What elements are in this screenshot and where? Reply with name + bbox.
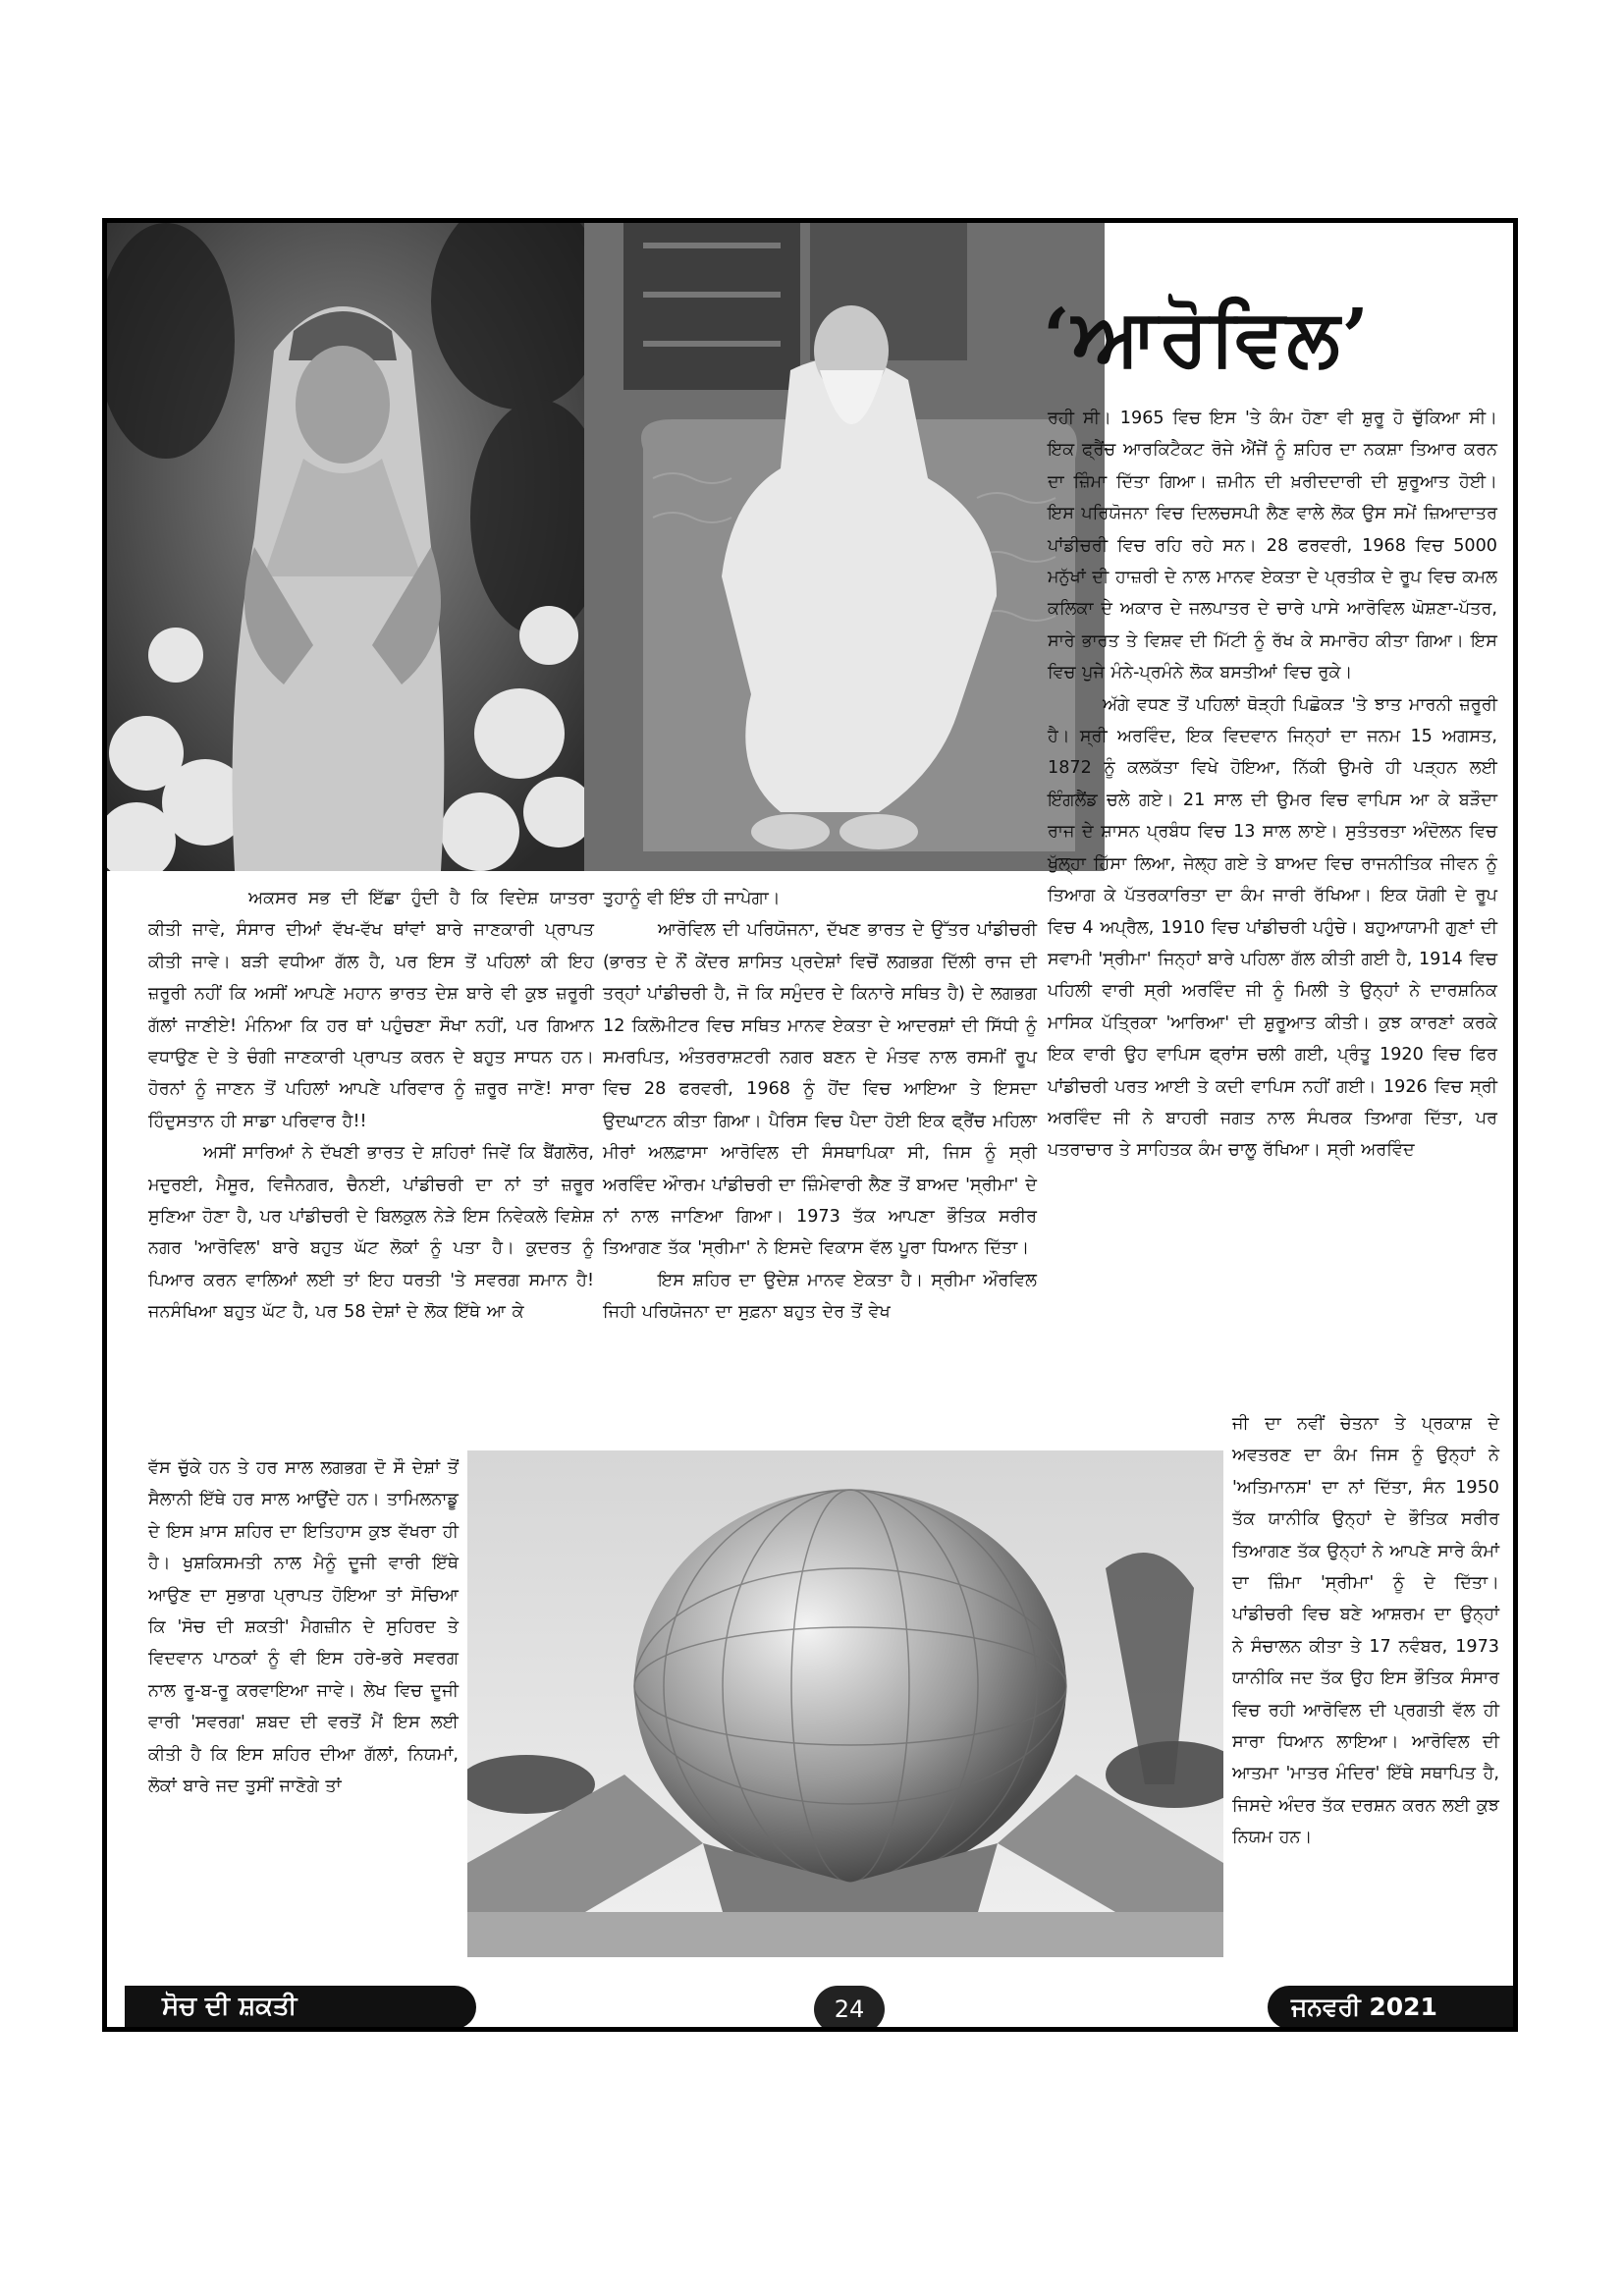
paragraph (603, 1265, 1037, 1329)
paragraph (603, 914, 1037, 1264)
paragraph-text: ਇਸ ਸ਼ਹਿਰ ਦਾ ਉਦੇਸ਼ ਮਾਨਵ ਏਕਤਾ ਹੈ। ਸ੍ਰੀਮਾ ਔਰਵਿਲ ਜਿਹੀ ਪਰਿਯੋਜਨਾ ਦਾ ਸੁਫ਼ਨਾ ਬਹੁਤ ਦੇਰ ਤੋਂ ਵੇਖ (603, 1270, 1037, 1323)
paragraph-text: ਅਕਸਰ ਸਭ ਦੀ ਇੱਛਾ ਹੁੰਦੀ ਹੈ ਕਿ ਵਿਦੇਸ਼ ਯਾਤਰਾ ਕੀਤੀ ਜਾਵੇ, ਸੰਸਾਰ ਦੀਆਂ ਵੱਖ-ਵੱਖ ਥਾਂਵਾਂ ਬਾਰੇ ਜਾਣਕਾਰੀ ਪ੍ਰਾਪਤ ਕੀਤੀ ਜਾਵੇ। ਬੜੀ ਵਧੀਆ ਗੱਲ ਹੈ, ਪਰ ਇਸ ਤੋਂ ਪਹਿਲਾਂ ਕੀ ਇਹ ਜ਼ਰੂਰੀ ਨਹੀਂ ਕਿ ਅਸੀਂ ਆਪਣੇ ਮਹਾਨ ਭਾਰਤ ਦੇਸ਼ ਬਾਰੇ ਵੀ ਕੁਝ ਜ਼ਰੂਰੀ ਗੱਲਾਂ ਜਾਣੀਏ! ਮੰਨਿਆ ਕਿ ਹਰ ਥਾਂ ਪਹੁੰਚਣਾ ਸੌਖਾ ਨਹੀਂ, ਪਰ ਗਿਆਨ ਵਧਾਉਣ ਦੇ ਤੇ ਚੰਗੀ ਜਾਣਕਾਰੀ ਪ੍ਰਾਪਤ ਕਰਨ ਦੇ ਬਹੁਤ ਸਾਧਨ ਹਨ। ਹੋਰਨਾਂ ਨੂੰ ਜਾਣਨ ਤੋਂ ਪਹਿਲਾਂ ਆਪਣੇ ਪਰਿਵਾਰ ਨੂੰ ਜ਼ਰੂਰ ਜਾਣੋ! ਸਾਰਾ ਹਿੰਦੁਸਤਾਨ ਹੀ ਸਾਡਾ ਪਰਿਵਾਰ ਹੈ!! (148, 889, 594, 1131)
text-column-right-bottom (1232, 1408, 1499, 1854)
footer-magazine-banner (125, 1986, 476, 2029)
paragraph (148, 883, 594, 1137)
page-number: 24 (814, 1986, 885, 2032)
magazine-page (102, 218, 1518, 2032)
paragraph-text: ਆਰੋਵਿਲ ਦੀ ਪਰਿਯੋਜਨਾ, ਦੱਖਣ ਭਾਰਤ ਦੇ ਉੱਤਰ ਪਾਂਡੀਚਰੀ (ਭਾਰਤ ਦੇ ਨੌਂ ਕੇਂਦਰ ਸ਼ਾਸਿਤ ਪ੍ਰਦੇਸ਼ਾਂ ਵਿਚੋਂ ਲਗਭਗ ਦਿੱਲੀ ਰਾਜ ਦੀ ਤਰ੍ਹਾਂ ਪਾਂਡੀਚਰੀ ਹੈ, ਜੋ ਕਿ ਸਮੁੰਦਰ ਦੇ ਕਿਨਾਰੇ ਸਥਿਤ ਹੈ) ਦੇ ਲਗਭਗ 12 ਕਿਲੋਮੀਟਰ ਵਿਚ ਸਥਿਤ ਮਾਨਵ ਏਕਤਾ ਦੇ ਆਦਰਸ਼ਾਂ ਦੀ ਸਿੱਧੀ ਨੂੰ ਸਮਰਪਿਤ, ਅੰਤਰਰਾਸ਼ਟਰੀ ਨਗਰ ਬਣਨ ਦੇ ਮੰਤਵ ਨਾਲ ਰਸਮੀਂ ਰੂਪ ਵਿਚ 28 ਫਰਵਰੀ, 1968 ਨੂੰ ਹੋਂਦ ਵਿਚ ਆਇਆ ਤੇ ਇਸਦਾ ਉਦਘਾਟਨ ਕੀਤਾ ਗਿਆ। ਪੈਰਿਸ ਵਿਚ ਪੈਦਾ ਹੋਈ ਇਕ ਫ੍ਰੈਂਚ ਮਹਿਲਾ ਮੀਰਾਂ ਅਲਫ਼ਾਸਾ ਆਰੋਵਿਲ ਦੀ ਸੰਸਥਾਪਿਕਾ ਸੀ, ਜਿਸ ਨੂੰ ਸ੍ਰੀ ਅਰਵਿੰਦ ਔਾਰਮ ਪਾਂਡੀਚਰੀ ਦਾ ਜ਼ਿੰਮੇਵਾਰੀ ਲੈਣ ਤੋਂ ਬਾਅਦ 'ਸ੍ਰੀਮਾ' ਦੇ ਨਾਂ ਨਾਲ ਜਾਣਿਆ ਗਿਆ। 1973 ਤੱਕ ਆਪਣਾ ਭੌਤਿਕ ਸਰੀਰ ਤਿਆਗਣ ਤੱਕ 'ਸ੍ਰੀਮਾ' ਨੇ ਇਸਦੇ ਵਿਕਾਸ ਵੱਲ ਪੂਰਾ ਧਿਆਨ ਦਿੱਤਾ। (603, 920, 1037, 1259)
text-column-right-top (1048, 403, 1497, 1167)
footer-date-banner (1268, 1986, 1513, 2029)
paragraph (148, 1137, 594, 1328)
paragraph-text: ਅੱਗੇ ਵਧਣ ਤੋਂ ਪਹਿਲਾਂ ਥੋੜ੍ਹੀ ਪਿਛੋਕੜ 'ਤੇ ਝਾਤ ਮਾਰਨੀ ਜ਼ਰੂਰੀ ਹੈ। ਸ੍ਰੀ ਅਰਵਿੰਦ, ਇਕ ਵਿਦਵਾਨ ਜਿਨ੍ਹਾਂ ਦਾ ਜਨਮ 15 ਅਗਸਤ, 1872 ਨੂੰ ਕਲਕੱਤਾ ਵਿਖੇ ਹੋਇਆ, ਨਿੱਕੀ ਉਮਰੇ ਹੀ ਪੜ੍ਹਨ ਲਈ ਇੰਗਲੈਂਡ ਚਲੇ ਗਏ। 21 ਸਾਲ ਦੀ ਉਮਰ ਵਿਚ ਵਾਪਿਸ ਆ ਕੇ ਬੜੌਦਾ ਰਾਜ ਦੇ ਸ਼ਾਸਨ ਪ੍ਰਬੰਧ ਵਿਚ 13 ਸਾਲ ਲਾਏ। ਸੁਤੰਤਰਤਾ ਅੰਦੋਲਨ ਵਿਚ ਖੁੱਲ੍ਹਾ ਹਿੱਸਾ ਲਿਆ, ਜੇਲ੍ਹ ਗਏ ਤੇ ਬਾਅਦ ਵਿਚ ਰਾਜਨੀਤਿਕ ਜੀਵਨ ਨੂੰ ਤਿਆਗ ਕੇ ਪੱਤਰਕਾਰਿਤਾ ਦਾ ਕੰਮ ਜਾਰੀ ਰੱਖਿਆ। ਇਕ ਯੋਗੀ ਦੇ ਰੂਪ ਵਿਚ 4 ਅਪ੍ਰੈਲ, 1910 ਵਿਚ ਪਾਂਡੀਚਰੀ ਪਹੁੰਚੇ। ਬਹੁਆਯਾਮੀ ਗੁਣਾਂ ਦੀ ਸਵਾਮੀ 'ਸ੍ਰੀਮਾ' ਜਿਨ੍ਹਾਂ ਬਾਰੇ ਪਹਿਲਾ ਗੱਲ ਕੀਤੀ ਗਈ ਹੈ, 1914 ਵਿਚ ਪਹਿਲੀ ਵਾਰੀ ਸ੍ਰੀ ਅਰਵਿੰਦ ਜੀ ਨੂੰ ਮਿਲੀ ਤੇ ਉਨ੍ਹਾਂ ਨੇ ਦਾਰਸ਼ਨਿਕ ਮਾਸਿਕ ਪੱਤ੍ਰਿਕਾ 'ਆਰਿਆ' ਦੀ ਸ਼ੁਰੂਆਤ ਕੀਤੀ। ਕੁਝ ਕਾਰਣਾਂ ਕਰਕੇ ਇਕ ਵਾਰੀ ਉਹ ਵਾਪਿਸ ਫ੍ਰਾਂਸ ਚਲੀ ਗਈ, ਪ੍ਰੰਤੂ 1920 ਵਿਚ ਫਿਰ ਪਾਂਡੀਚਰੀ ਪਰਤ ਆਈ ਤੇ ਕਦੀ ਵਾਪਿਸ ਨਹੀਂ ਗਈ। 1926 ਵਿਚ ਸ੍ਰੀ ਅਰਵਿੰਦ ਜੀ ਨੇ ਬਾਹਰੀ ਜਗਤ ਨਾਲ ਸੰਪਰਕ ਤਿਆਗ ਦਿੱਤਾ, ਪਰ ਪਤਰਾਚਾਰ ਤੇ ਸਾਹਿਤਕ ਕੰਮ ਚਾਲੂ ਰੱਖਿਆ। ਸ੍ਰੀ ਅਰਵਿੰਦ (1048, 694, 1497, 1161)
paragraph: ਵੱਸ ਚੁੱਕੇ ਹਨ ਤੇ ਹਰ ਸਾਲ ਲਗਭਗ ਦੋ ਸੌ ਦੇਸ਼ਾਂ ਤੋਂ ਸੈਲਾਨੀ ਇੱਥੇ ਹਰ ਸਾਲ ਆਉਂਦੇ ਹਨ। ਤਾਮਿਲਨਾਡੂ ਦੇ ਇਸ ਖ਼ਾਸ ਸ਼ਹਿਰ ਦਾ ਇਤਿਹਾਸ ਕੁਝ ਵੱਖਰਾ ਹੀ ਹੈ। ਖੁਸ਼ਕਿਸਮਤੀ ਨਾਲ ਮੈਨੂੰ ਦੂਜੀ ਵਾਰੀ ਇੱਥੇ ਆਉਣ ਦਾ ਸੁਭਾਗ ਪ੍ਰਾਪਤ ਹੋਇਆ ਤਾਂ ਸੋਚਿਆ ਕਿ 'ਸੋਚ ਦੀ ਸ਼ਕਤੀ' ਮੈਗਜ਼ੀਨ ਦੇ ਸੁਹਿਰਦ ਤੇ ਵਿਦਵਾਨ ਪਾਠਕਾਂ ਨੂੰ ਵੀ ਇਸ ਹਰੇ-ਭਰੇ ਸਵਰਗ ਨਾਲ ਰੂ-ਬ-ਰੂ ਕਰਵਾਇਆ ਜਾਵੇ। ਲੇਖ ਵਿਚ ਦੂਜੀ ਵਾਰੀ 'ਸਵਰਗ' ਸ਼ਬਦ ਦੀ ਵਰਤੋਂ ਮੈਂ ਇਸ ਲਈ ਕੀਤੀ ਹੈ ਕਿ ਇਸ ਸ਼ਹਿਰ ਦੀਆ ਗੱਲਾਂ, ਨਿਯਮਾਂ, ਲੋਕਾਂ ਬਾਰੇ ਜਦ ਤੁਸੀਂ ਜਾਣੋਗੇ ਤਾਂ (148, 1458, 459, 1797)
text-column-left-bottom (148, 1452, 459, 1802)
magazine-name: ਸੋਚ ਦੀ ਸ਼ਕਤੀ (162, 1992, 298, 2021)
photo-woman-portrait (107, 223, 584, 871)
paragraph: ਤੁਹਾਨੂੰ ਵੀ ਇੰਝ ਹੀ ਜਾਪੇਗਾ। (603, 889, 781, 908)
paragraph (1048, 689, 1497, 1167)
text-column-left-top (148, 883, 594, 1329)
photo-man-seated (584, 223, 1105, 871)
paragraph-text: ਅਸੀਂ ਸਾਰਿਆਂ ਨੇ ਦੱਖਣੀ ਭਾਰਤ ਦੇ ਸ਼ਹਿਰਾਂ ਜਿਵੇਂ ਕਿ ਬੈਂਗਲੋਰ, ਮਦੁਰਈ, ਮੈਸੂਰ, ਵਿਜੈਨਗਰ, ਚੈਨਈ, ਪਾਂਡੀਚਰੀ ਦਾ ਨਾਂ ਤਾਂ ਜ਼ਰੂਰ ਸੁਣਿਆ ਹੋਣਾ ਹੈ, ਪਰ ਪਾਂਡੀਚਰੀ ਦੇ ਬਿਲਕੁਲ ਨੇੜੇ ਇਸ ਨਿਵੇਕਲੇ ਵਿਸ਼ੇਸ਼ ਨਗਰ 'ਆਰੋਵਿਲ' ਬਾਰੇ ਬਹੁਤ ਘੱਟ ਲੋਕਾਂ ਨੂੰ ਪਤਾ ਹੈ। ਕੁਦਰਤ ਨੂੰ ਪਿਆਰ ਕਰਨ ਵਾਲਿਆਂ ਲਈ ਤਾਂ ਇਹ ਧਰਤੀ 'ਤੇ ਸਵਰਗ ਸਮਾਨ ਹੈ! ਜਨਸੰਖਿਆ ਬਹੁਤ ਘੱਟ ਹੈ, ਪਰ 58 ਦੇਸ਼ਾਂ ਦੇ ਲੋਕ ਇੱਥੇ ਆ ਕੇ (148, 1143, 594, 1323)
article-title: ‘ਆਰੋਵਿਲ’ (1043, 291, 1372, 383)
paragraph: ਜੀ ਦਾ ਨਵੀਂ ਚੇਤਨਾ ਤੇ ਪ੍ਰਕਾਸ਼ ਦੇ ਅਵਤਰਣ ਦਾ ਕੰਮ ਜਿਸ ਨੂੰ ਉਨ੍ਹਾਂ ਨੇ 'ਅਤਿਮਾਨਸ' ਦਾ ਨਾਂ ਦਿੱਤਾ, ਸੰਨ 1950 ਤੱਕ ਯਾਨੀਕਿ ਉਨ੍ਹਾਂ ਦੇ ਭੌਤਿਕ ਸਰੀਰ ਤਿਆਗਣ ਤੱਕ ਉਨ੍ਹਾਂ ਨੇ ਆਪਣੇ ਸਾਰੇ ਕੰਮਾਂ ਦਾ ਜ਼ਿੰਮਾ 'ਸ੍ਰੀਮਾ' ਨੂੰ ਦੇ ਦਿੱਤਾ। ਪਾਂਡੀਚਰੀ ਵਿਚ ਬਣੇ ਆਸ਼ਰਮ ਦਾ ਉਨ੍ਹਾਂ ਨੇ ਸੰਚਾਲਨ ਕੀਤਾ ਤੇ 17 ਨਵੰਬਰ, 1973 ਯਾਨੀਕਿ ਜਦ ਤੱਕ ਉਹ ਇਸ ਭੌਤਿਕ ਸੰਸਾਰ ਵਿਚ ਰਹੀ ਆਰੋਵਿਲ ਦੀ ਪ੍ਰਗਤੀ ਵੱਲ ਹੀ ਸਾਰਾ ਧਿਆਨ ਲਾਇਆ। ਆਰੋਵਿਲ ਦੀ ਆਤਮਾ 'ਮਾਤਰ ਮੰਦਿਰ' ਇੱਥੇ ਸਥਾਪਿਤ ਹੈ, ਜਿਸਦੇ ਅੰਦਰ ਤੱਕ ਦਰਸ਼ਨ ਕਰਨ ਲਈ ਕੁਝ ਨਿਯਮ ਹਨ। (1232, 1414, 1499, 1848)
photo-matrimandir (467, 1450, 1223, 1957)
paragraph: ਰਹੀ ਸੀ। 1965 ਵਿਚ ਇਸ 'ਤੇ ਕੰਮ ਹੋਣਾ ਵੀ ਸ਼ੁਰੂ ਹੋ ਚੁੱਕਿਆ ਸੀ। ਇਕ ਫ੍ਰੈਂਚ ਆਰਕਿਟੈਕਟ ਰੋਜੇ ਐਂਜੇਂ ਨੂੰ ਸ਼ਹਿਰ ਦਾ ਨਕਸ਼ਾ ਤਿਆਰ ਕਰਨ ਦਾ ਜ਼ਿੰਮਾ ਦਿੱਤਾ ਗਿਆ। ਜ਼ਮੀਨ ਦੀ ਖ਼ਰੀਦਦਾਰੀ ਦੀ ਸ਼ੁਰੂਆਤ ਹੋਈ। ਇਸ ਪਰਿਯੋਜਨਾ ਵਿਚ ਦਿਲਚਸਪੀ ਲੈਣ ਵਾਲੇ ਲੋਕ ਉਸ ਸਮੇਂ ਜ਼ਿਆਦਾਤਰ ਪਾਂਡੀਚਰੀ ਵਿਚ ਰਹਿ ਰਹੇ ਸਨ। 28 ਫਰਵਰੀ, 1968 ਵਿਚ 5000 ਮਨੁੱਖਾਂ ਦੀ ਹਾਜ਼ਰੀ ਦੇ ਨਾਲ ਮਾਨਵ ਏਕਤਾ ਦੇ ਪ੍ਰਤੀਕ ਦੇ ਰੂਪ ਵਿਚ ਕਮਲ ਕਲਿਕਾ ਦੇ ਅਕਾਰ ਦੇ ਜਲਪਾਤਰ ਦੇ ਚਾਰੇ ਪਾਸੇ ਆਰੋਵਿਲ ਘੋਸ਼ਣਾ-ਪੱਤਰ, ਸਾਰੇ ਭਾਰਤ ਤੇ ਵਿਸ਼ਵ ਦੀ ਮਿੱਟੀ ਨੂੰ ਰੱਖ ਕੇ ਸਮਾਰੋਹ ਕੀਤਾ ਗਿਆ। ਇਸ ਵਿਚ ਪੁਜੇ ਮੰਨੇ-ਪ੍ਰਮੰਨੇ ਲੋਕ ਬਸਤੀਆਂ ਵਿਚ ਰੁਕੇ। (1048, 409, 1497, 683)
issue-date: ਜਨਵਰੀ 2021 (1291, 1993, 1437, 2021)
text-column-middle (603, 883, 1037, 1329)
